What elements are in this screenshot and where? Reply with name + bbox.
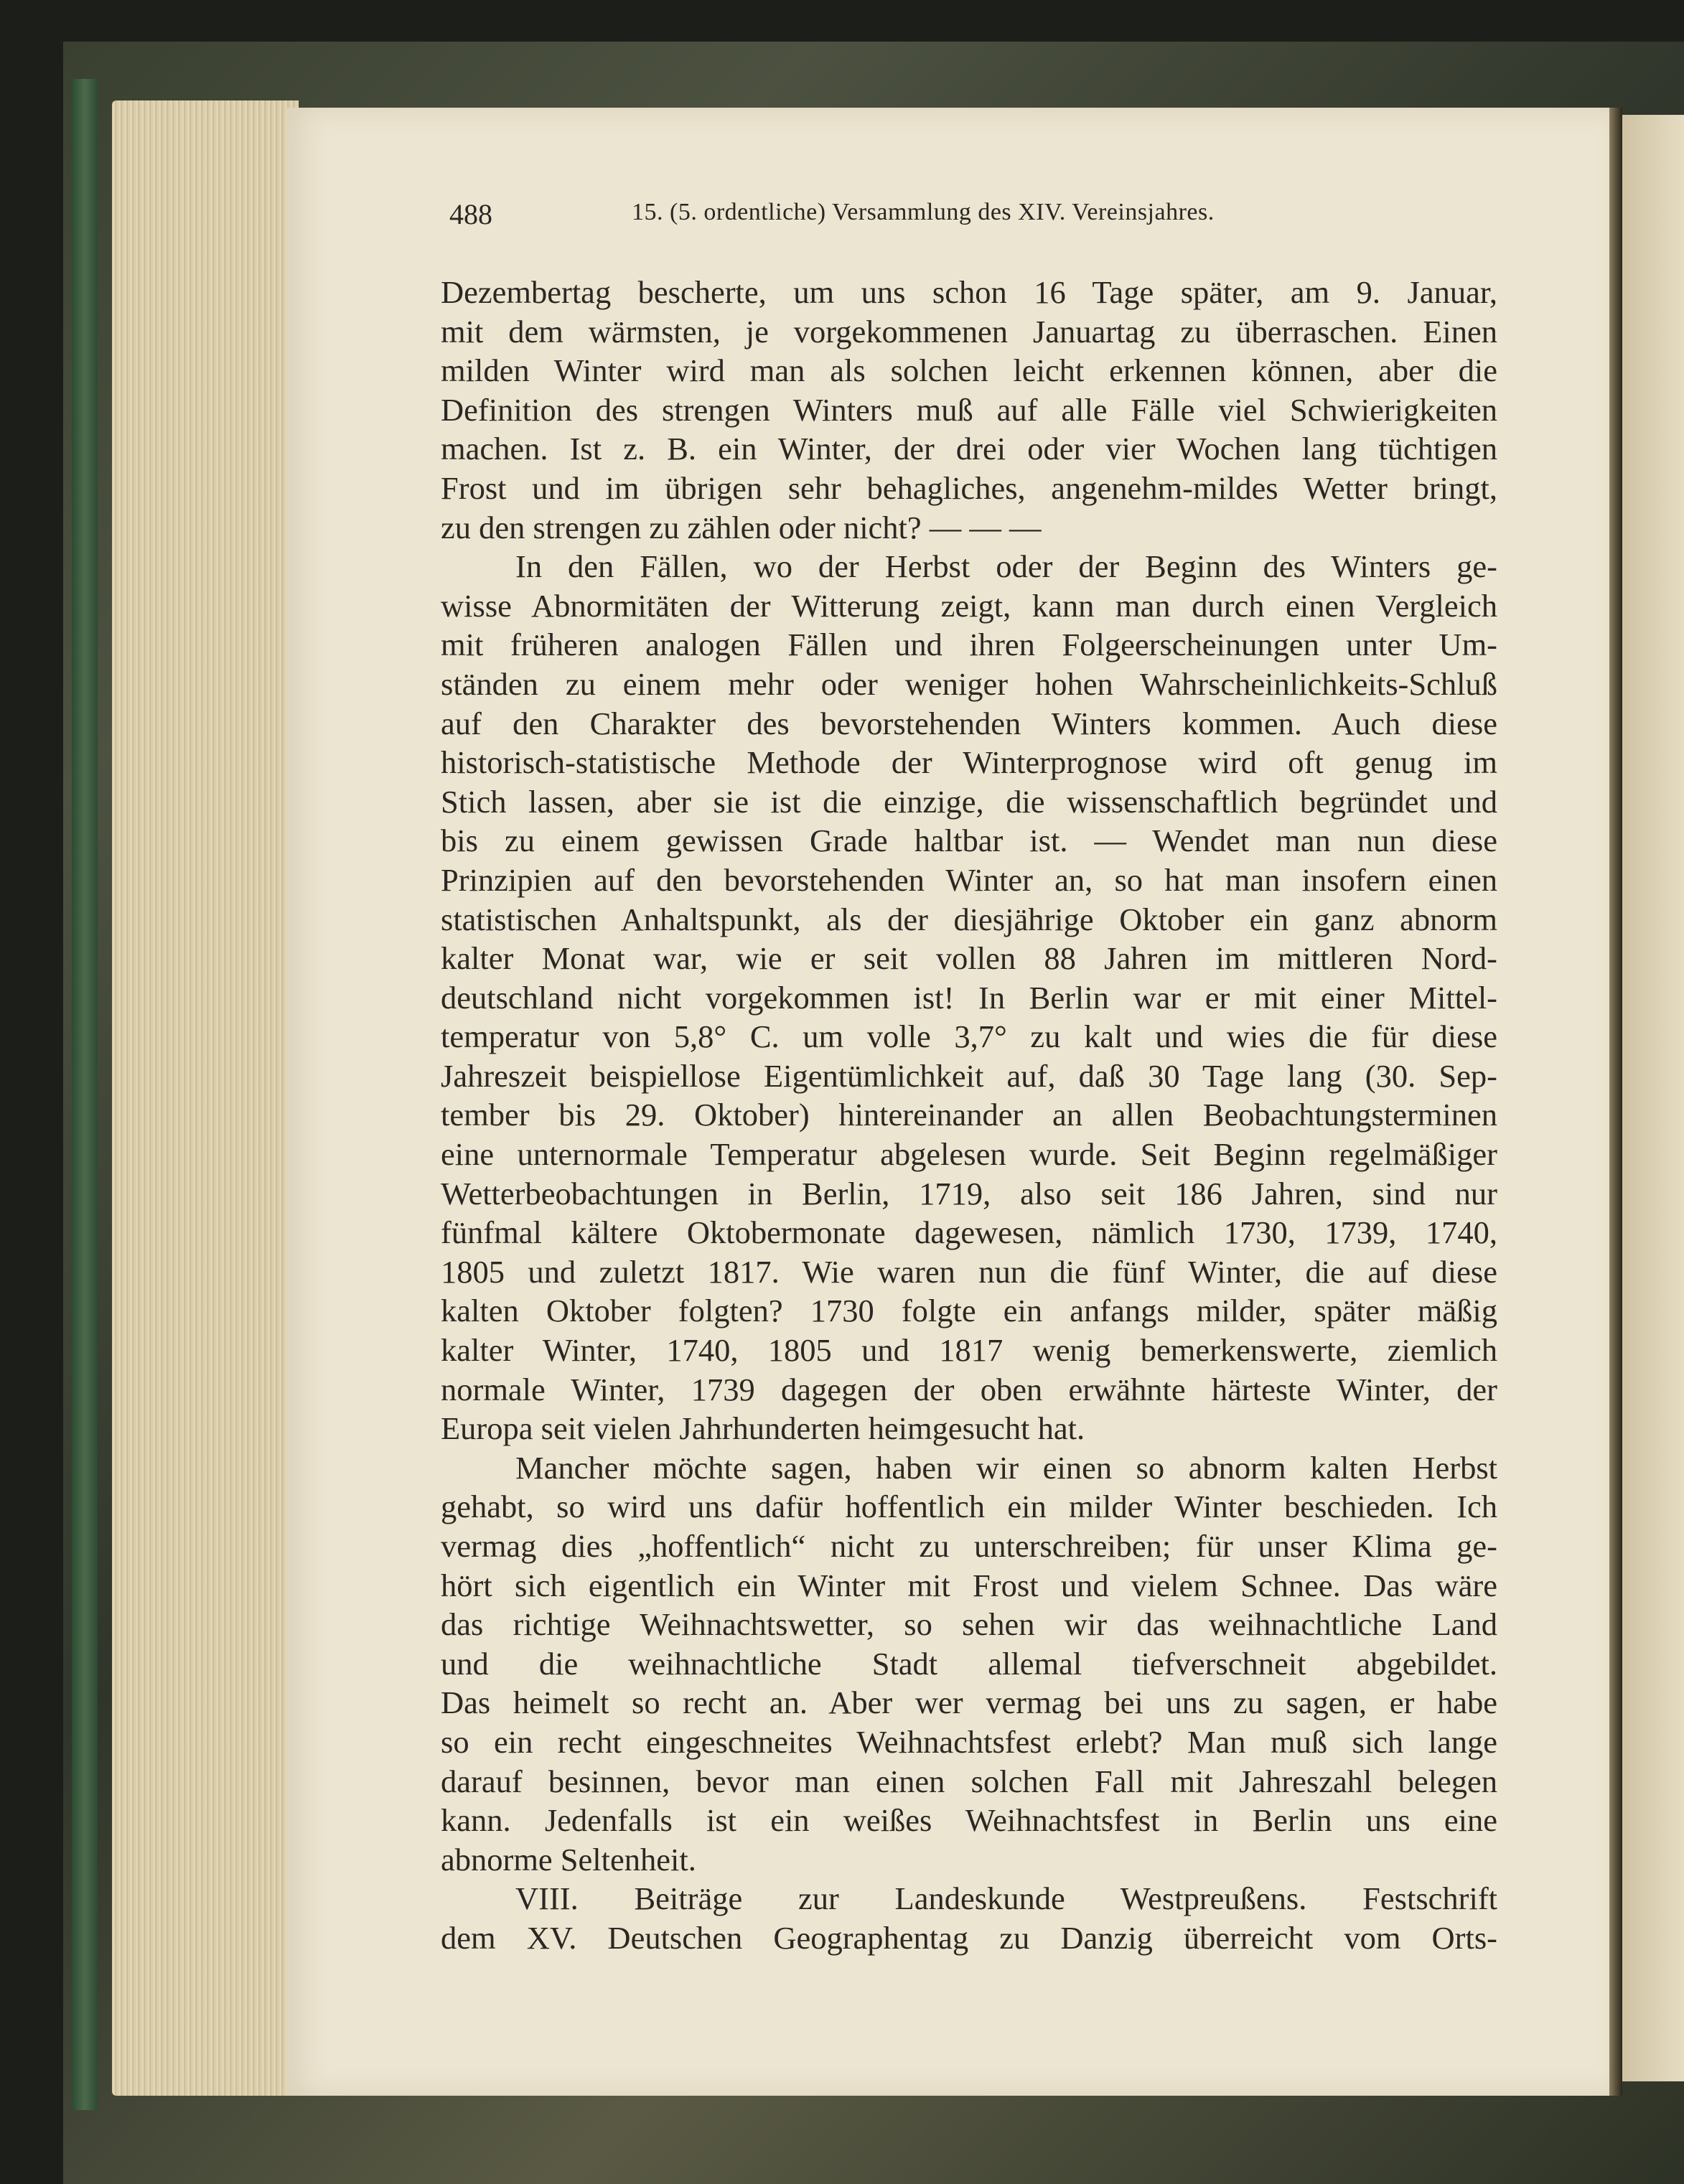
text-line: bis zu einem gewissen Grade haltbar ist. — Wendet man nun diese: [441, 822, 1497, 859]
text-line: Jahreszeit beispiellose Eigentümlichkeit auf, daß 30 Tage lang (30. Sep-: [441, 1057, 1497, 1094]
text-line: und die weihnachtliche Stadt allemal tiefverschneit abgebildet.: [441, 1645, 1497, 1682]
text-line: eine unternormale Temperatur abgelesen wurde. Seit Beginn regelmäßiger: [441, 1136, 1497, 1173]
running-head: 15. (5. ordentliche) Versammlung des XIV. Vereinsjahres.: [632, 199, 1215, 225]
text-line: abnorme Seltenheit.: [441, 1841, 696, 1878]
section-heading-line: VIII. Beiträge zur Landeskunde Westpreußens. Festschrift: [515, 1880, 1497, 1917]
page-header: [449, 197, 1325, 233]
text-line: kalten Oktober folgten? 1730 folgte ein anfangs milder, später mäßig: [441, 1293, 1497, 1329]
text-line: statistischen Anhaltspunkt, als der diesjährige Oktober ein ganz abnorm: [441, 901, 1497, 937]
book-gutter: [1609, 108, 1622, 2096]
text-line: kann. Jedenfalls ist ein weißes Weihnachtsfest in Berlin uns eine: [441, 1802, 1497, 1839]
body-text: [441, 273, 1497, 1958]
text-line: hört sich eigentlich ein Winter mit Frost und vielem Schnee. Das wäre: [441, 1567, 1497, 1603]
text-line: vermag dies „hoffentlich“ nicht zu unterschreiben; für unser Klima ge-: [441, 1528, 1497, 1564]
text-line: tember bis 29. Oktober) hintereinander an allen Beobachtungsterminen: [441, 1097, 1497, 1133]
text-line: ständen zu einem mehr oder weniger hohen Wahrscheinlichkeits-Schluß: [441, 665, 1497, 702]
text-line: Europa seit vielen Jahrhunderten heimgesucht hat.: [441, 1410, 1085, 1447]
text-line: fünfmal kältere Oktobermonate dagewesen, nämlich 1730, 1739, 1740,: [441, 1214, 1497, 1251]
text-line: gehabt, so wird uns dafür hoffentlich ein milder Winter beschieden. Ich: [441, 1489, 1497, 1525]
text-line: Prinzipien auf den bevorstehenden Winter an, so hat man insofern einen: [441, 861, 1497, 898]
text-line: wisse Abnormitäten der Witterung zeigt, kann man durch einen Vergleich: [441, 587, 1497, 624]
cover-spine-edge: [72, 79, 98, 2110]
text-line: milden Winter wird man als solchen leicht erkennen können, aber die: [441, 352, 1497, 389]
text-line: 1805 und zuletzt 1817. Wie waren nun die fünf Winter, die auf diese: [441, 1253, 1497, 1290]
page-edges: [112, 100, 299, 2096]
text-line: Das heimelt so recht an. Aber wer vermag bei uns zu sagen, er habe: [441, 1684, 1497, 1721]
paragraph-start-line: In den Fällen, wo der Herbst oder der Beginn des Winters ge-: [515, 548, 1497, 585]
text-line: Stich lassen, aber sie ist die einzige, die wissenschaftlich begründet und: [441, 783, 1497, 820]
text-line: mit früheren analogen Fällen und ihren Folgeerscheinungen unter Um-: [441, 627, 1497, 663]
text-line: Frost und im übrigen sehr behagliches, angenehm-mildes Wetter bringt,: [441, 469, 1497, 506]
text-line: mit dem wärmsten, je vorgekommenen Januartag zu überraschen. Einen: [441, 313, 1497, 350]
text-line: deutschland nicht vorgekommen ist! In Berlin war er mit einer Mittel-: [441, 979, 1497, 1016]
text-line: zu den strengen zu zählen oder nicht? — — —: [441, 509, 1042, 545]
text-line: normale Winter, 1739 dagegen der oben erwähnte härteste Winter, der: [441, 1371, 1497, 1407]
text-line: Dezembertag bescherte, um uns schon 16 Tage später, am 9. Januar,: [441, 274, 1497, 310]
text-line: temperatur von 5,8° C. um volle 3,7° zu kalt und wies die für diese: [441, 1018, 1497, 1055]
text-line: machen. Ist z. B. ein Winter, der drei oder vier Wochen lang tüchtigen: [441, 431, 1497, 467]
text-line: kalter Monat war, wie er seit vollen 88 Jahren im mittleren Nord-: [441, 940, 1497, 977]
text-line: darauf besinnen, bevor man einen solchen Fall mit Jahreszahl belegen: [441, 1763, 1497, 1799]
text-line: Wetterbeobachtungen in Berlin, 1719, also seit 186 Jahren, sind nur: [441, 1175, 1497, 1211]
text-line: das richtige Weihnachtswetter, so sehen wir das weihnachtliche Land: [441, 1606, 1497, 1643]
text-line: dem XV. Deutschen Geographentag zu Danzig überreicht vom Orts-: [441, 1919, 1497, 1956]
text-line: auf den Charakter des bevorstehenden Winters kommen. Auch diese: [441, 705, 1497, 741]
paragraph-start-line: Mancher möchte sagen, haben wir einen so abnorm kalten Herbst: [515, 1449, 1497, 1486]
text-line: Definition des strengen Winters muß auf alle Fälle viel Schwierigkeiten: [441, 391, 1497, 428]
text-line: kalter Winter, 1740, 1805 und 1817 wenig bemerkenswerte, ziemlich: [441, 1332, 1497, 1369]
page-number: 488: [449, 198, 492, 230]
facing-page-edge: [1622, 115, 1684, 2081]
text-line: historisch-statistische Methode der Winterprognose wird oft genug im: [441, 744, 1497, 781]
text-line: so ein recht eingeschneites Weihnachtsfest erlebt? Man muß sich lange: [441, 1723, 1497, 1760]
